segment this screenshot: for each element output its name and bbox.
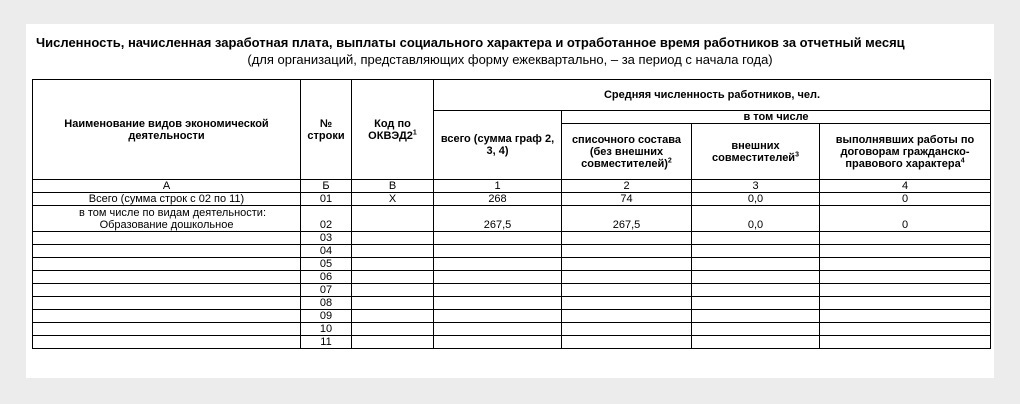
column-index: А — [33, 180, 301, 193]
activity-name-cell — [33, 336, 301, 349]
value-cell — [820, 232, 991, 245]
value-cell — [434, 310, 562, 323]
value-cell — [692, 232, 820, 245]
row-number-cell: 11 — [301, 336, 352, 349]
activity-name-cell — [33, 206, 301, 232]
header-contracts: выполнявших работы по договорам гражданско-правового характера$^4$ — [820, 124, 991, 180]
value-cell — [562, 284, 692, 297]
column-index-row — [33, 180, 991, 193]
value-cell: 268 — [434, 193, 562, 206]
column-index: 1 — [434, 180, 562, 193]
value-cell — [692, 323, 820, 336]
activity-group-label: в том числе по видам деятельности: — [78, 206, 267, 219]
column-index: 2 — [562, 180, 692, 193]
report-title: Численность, начисленная заработная плата, выплаты социального характера и отработанное время работников за отчетный месяц — [36, 35, 905, 50]
value-cell — [434, 271, 562, 284]
okved-code-cell — [352, 232, 434, 245]
okved-code-cell — [352, 323, 434, 336]
value-cell — [692, 310, 820, 323]
activity-name: Всего (сумма строк с 02 по 11) — [88, 193, 245, 205]
okved-code-cell — [352, 297, 434, 310]
okved-code-cell — [352, 310, 434, 323]
value-cell — [562, 258, 692, 271]
header-code: Код по $ОКВЭД2^1$ — [352, 80, 434, 180]
table-row — [33, 336, 991, 349]
value-cell — [562, 336, 692, 349]
row-number-cell: 05 — [301, 258, 352, 271]
report-sheet — [26, 24, 994, 378]
okved-code-cell: Х — [352, 193, 434, 206]
value-cell: 0 — [820, 193, 991, 206]
row-number-cell: 04 — [301, 245, 352, 258]
report-subtitle: (для организаций, представляющих форму ежеквартально, – за период с начала года) — [247, 52, 773, 67]
value-cell — [562, 310, 692, 323]
activity-name-cell — [33, 245, 301, 258]
row-number-cell: 03 — [301, 232, 352, 245]
value-cell — [562, 245, 692, 258]
footnote-3: 3 — [795, 150, 799, 158]
row-number-cell: 09 — [301, 310, 352, 323]
table-row — [33, 206, 991, 232]
column-index: 3 — [692, 180, 820, 193]
table-row — [33, 284, 991, 297]
table-row — [33, 232, 991, 245]
okved-code-cell — [352, 284, 434, 297]
value-cell: 0 — [820, 206, 991, 232]
value-cell: 0,0 — [692, 193, 820, 206]
row-number-cell: 07 — [301, 284, 352, 297]
column-index: Б — [301, 180, 352, 193]
value-cell — [692, 284, 820, 297]
value-cell — [434, 323, 562, 336]
value-cell: 267,5 — [434, 206, 562, 232]
headcount-table — [32, 79, 991, 349]
activity-name-cell — [33, 232, 301, 245]
activity-name-cell — [33, 310, 301, 323]
activity-name-cell — [33, 297, 301, 310]
okved-code-cell — [352, 271, 434, 284]
value-cell — [692, 297, 820, 310]
value-cell — [434, 258, 562, 271]
value-cell — [692, 336, 820, 349]
header-activity: Наименование видов экономической деятельности — [33, 80, 301, 180]
table-row — [33, 323, 991, 336]
column-index: 4 — [820, 180, 991, 193]
column-index: В — [352, 180, 434, 193]
value-cell — [434, 297, 562, 310]
activity-name-cell — [33, 323, 301, 336]
row-number-cell: 08 — [301, 297, 352, 310]
header-external: внешних совместителей$^3$ — [692, 124, 820, 180]
activity-name-cell — [33, 193, 301, 206]
footnote-2: 2 — [667, 156, 672, 164]
value-cell — [562, 323, 692, 336]
table-row — [33, 271, 991, 284]
row-number-cell: 01 — [301, 193, 352, 206]
footnote-4: 4 — [960, 156, 965, 164]
value-cell — [562, 297, 692, 310]
value-cell: 74 — [562, 193, 692, 206]
okved-code-cell — [352, 336, 434, 349]
value-cell — [820, 336, 991, 349]
value-cell — [820, 310, 991, 323]
header-total: всего (сумма граф 2, 3, 4) — [434, 111, 562, 180]
value-cell — [434, 336, 562, 349]
value-cell — [692, 258, 820, 271]
value-cell — [562, 271, 692, 284]
value-cell — [820, 258, 991, 271]
value-cell — [820, 245, 991, 258]
okved-code-cell — [352, 258, 434, 271]
value-cell — [434, 284, 562, 297]
table-row — [33, 245, 991, 258]
value-cell — [820, 323, 991, 336]
header-row-no: № строки — [301, 80, 352, 180]
value-cell — [820, 284, 991, 297]
row-number-cell: 10 — [301, 323, 352, 336]
header-including: в том числе — [562, 111, 991, 124]
value-cell: 267,5 — [562, 206, 692, 232]
value-cell: 0,0 — [692, 206, 820, 232]
okved-code-cell — [352, 245, 434, 258]
footnote-1: 1 — [412, 128, 417, 136]
table-row — [33, 310, 991, 323]
activity-name: Образование дошкольное — [99, 218, 234, 231]
row-number-cell: 02 — [301, 206, 352, 232]
value-cell — [820, 297, 991, 310]
activity-name-cell — [33, 258, 301, 271]
header-avg-headcount: Средняя численность работников, чел. — [434, 80, 991, 111]
table-row — [33, 297, 991, 310]
value-cell — [692, 245, 820, 258]
value-cell — [434, 232, 562, 245]
value-cell — [692, 271, 820, 284]
row-number-cell: 06 — [301, 271, 352, 284]
value-cell — [562, 232, 692, 245]
activity-name-cell — [33, 284, 301, 297]
value-cell — [820, 271, 991, 284]
table-row — [33, 258, 991, 271]
okved-code-cell — [352, 206, 434, 232]
header-payroll: списочного состава (без внешних совместителей)$^2$ — [562, 124, 692, 180]
activity-name-cell — [33, 271, 301, 284]
table-row — [33, 193, 991, 206]
value-cell — [434, 245, 562, 258]
